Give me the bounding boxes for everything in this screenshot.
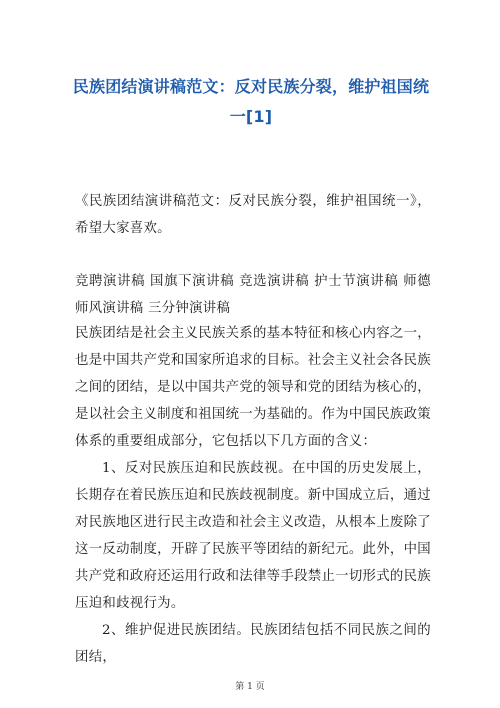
page-number: 第 1 页 (235, 682, 265, 692)
body-text (75, 320, 431, 671)
paragraph-2: 1、反对民族压迫和民族歧视。在中国的历史发展上，长期存在着民族压迫和民族歧视制度。新中国成立后，通过对民族地区进行民主改造和社会主义改造，从根本上废除了这一反动制度，开辟了民族平等团结的新纪元。此外，中国共产党和政府还运用行政和法律等手段禁止一切形式的民族压迫和歧视行为。 (75, 461, 431, 611)
document-title: 民族团结演讲稿范文：反对民族分裂，维护祖国统一[1] (72, 77, 430, 126)
related-tags-line: 竞聘演讲稿 国旗下演讲稿 竞选演讲稿 护士节演讲稿 师德师风演讲稿 三分钟演讲稿 (75, 274, 431, 316)
intro-paragraph: 《民族团结演讲稿范文：反对民族分裂，维护祖国统一》，希望大家喜欢。 (75, 194, 431, 236)
paragraph-1: 民族团结是社会主义民族关系的基本特征和核心内容之一，也是中国共产党和国家所追求的目标。社会主义社会各民族之间的团结，是以中国共产党的领导和党的团结为核心的，是以社会主义制度和祖国统一为基础的。作为中国民族政策体系的重要组成部分，它包括以下几方面的含义： (75, 326, 431, 449)
paragraph-3: 2、维护促进民族团结。民族团结包括不同民族之间的团结， (75, 623, 431, 665)
